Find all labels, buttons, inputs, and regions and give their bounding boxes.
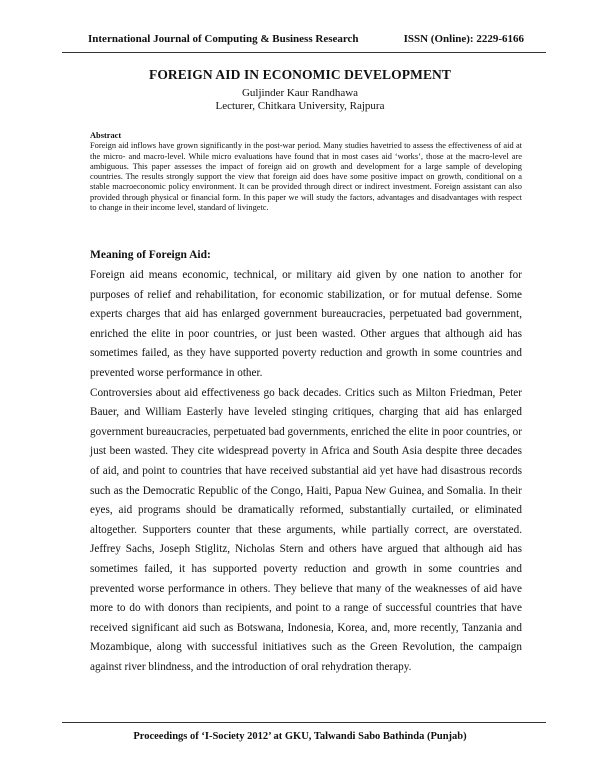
author-name: Guljinder Kaur Randhawa — [241, 87, 359, 99]
author-block — [0, 87, 600, 113]
body-text — [90, 266, 522, 677]
footer-rule — [62, 722, 546, 723]
section-heading: Meaning of Foreign Aid: — [90, 249, 211, 261]
running-header — [88, 33, 524, 45]
issn: ISSN (Online): 2229-6166 — [403, 33, 524, 45]
paper-title: FOREIGN AID IN ECONOMIC DEVELOPMENT — [148, 67, 452, 82]
abstract-text: Foreign aid inflows have grown significantly in the post-war period. Many studies havetried to assess the effectiveness of aid at the micro- and macro-level. While micro evaluations have found that in most cases aid ‘works’, those at the macro-level are ambiguous. This paper assesses the impact of foreign aid on growth and development for a large sample of developing countries. The results strongly support the view that foreign aid does have some positive impact on growth, conditional on a stable macroeconomic policy environment. It can be provided through direct or indirect investment. Foreign assistant can also provided through physical or financial form. In this paper we will study the factors, advantages and disadvantages with respect to change in their income level, standard of livingetc. — [90, 141, 522, 213]
author-affiliation: Lecturer, Chitkara University, Rajpura — [215, 100, 385, 112]
paragraph: Foreign aid means economic, technical, or military aid given by one nation to another for purposes of relief and rehabilitation, for economic stabilization, or for mutual defense. Some experts charges that aid has enlarged government bureaucracies, perpetuated bad government, enriched the elite in poor countries, or just been wasted. Other argues that although aid has sometimes failed, as they have supported poverty reduction and growth in some countries and prevented worse performance in other. — [90, 269, 522, 379]
abstract-label: Abstract — [90, 131, 122, 140]
header-rule — [62, 52, 546, 53]
running-footer: Proceedings of ‘I-Society 2012’ at GKU, Talwandi Sabo Bathinda (Punjab) — [133, 731, 467, 742]
abstract — [90, 131, 522, 213]
journal-name: International Journal of Computing & Business Research — [88, 33, 359, 45]
paragraph: Controversies about aid effectiveness go back decades. Critics such as Milton Friedman, Peter Bauer, and William Easterly have leveled stinging critiques, charging that aid has enlarged government bureaucracies, perpetuated bad governments, enriched the elite in poor countries, or just been wasted. They cite widespread poverty in Africa and South Asia despite three decades of aid, and point to countries that have received substantial aid yet have had disastrous records such as the Democratic Republic of the Congo, Haiti, Papua New Guinea, and Somalia. In their eyes, aid programs should be dramatically reformed, substantially curtailed, or eliminated altogether. Supporters counter that these arguments, while partially correct, are overstated. Jeffrey Sachs, Joseph Stiglitz, Nicholas Stern and others have argued that although aid has sometimes failed, it has supported poverty reduction and growth in some countries and prevented worse performance in others. They believe that many of the weaknesses of aid have more to do with donors than recipients, and point to a range of successful countries that have received significant aid such as Botswana, Indonesia, Korea, and, more recently, Tanzania and Mozambique, along with successful initiatives such as the Green Revolution, the campaign against river blindness, and the introduction of oral rehydration therapy. — [90, 386, 522, 673]
